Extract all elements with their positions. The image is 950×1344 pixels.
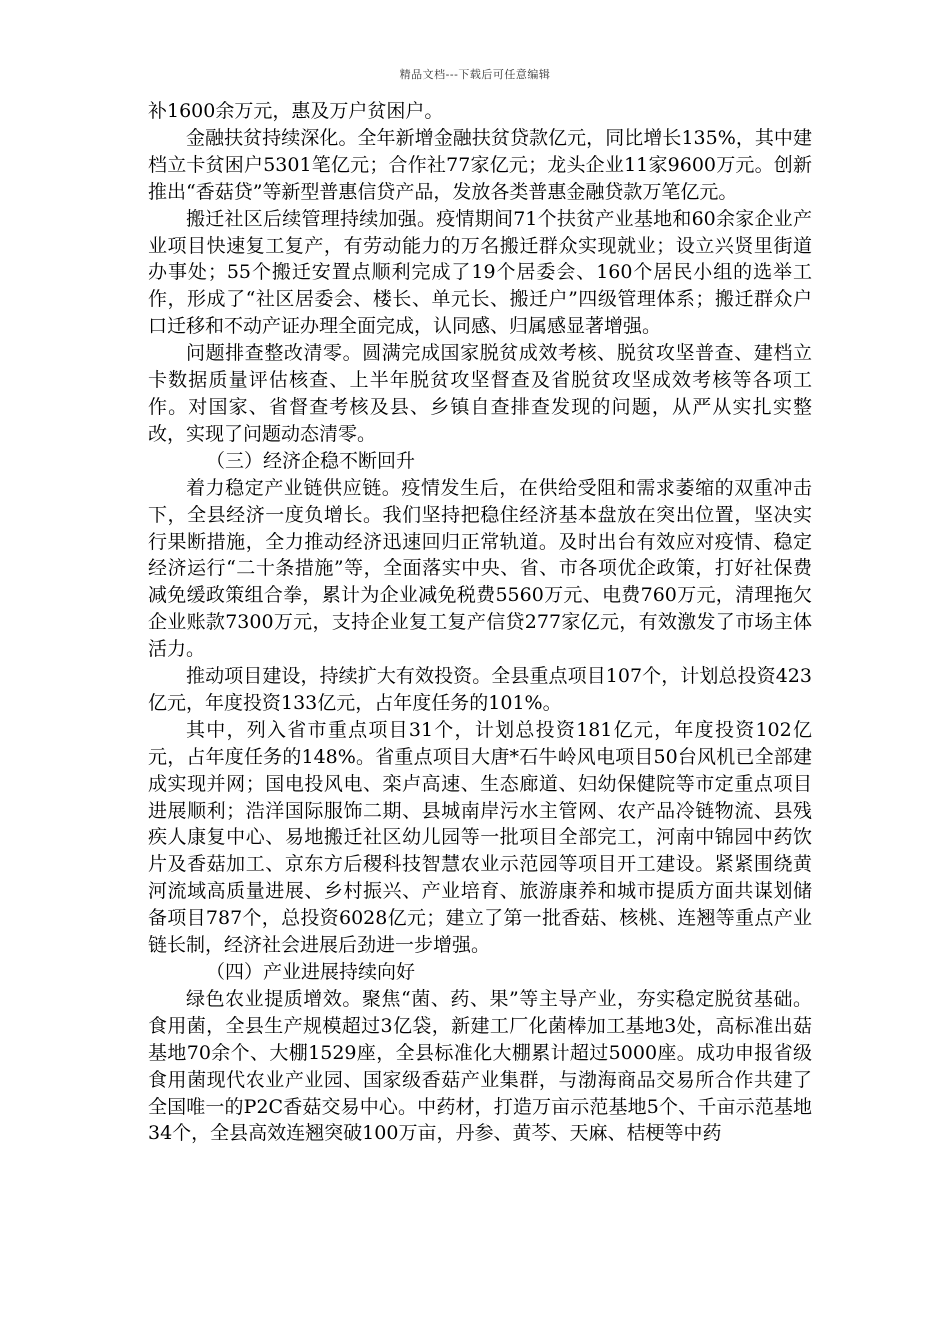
document-body [148,98,812,1147]
paragraph-supply-chain: 着力稳定产业链供应链。疫情发生后，在供给受阻和需求萎缩的双重冲击下，全县经济一度负增长。我们坚持把稳住经济基本盘放在突出位置，坚决实行果断措施，全力推动经济迅速回归正常轨道。及时出台有效应对疫情、稳定经济运行“二十条措施”等，全面落实中央、省、市各项优企政策，打好社保费减免缓政策组合拳，累计为企业减免税费5560万元、电费760万元，清理拖欠企业账款7300万元，支持企业复工复产信贷277家亿元，有效激发了市场主体活力。 [148,476,812,661]
paragraph-problem-rectification: 问题排查整改清零。圆满完成国家脱贫成效考核、脱贫攻坚普查、建档立卡数据质量评估核查、上半年脱贫攻坚督查及省脱贫攻坚成效考核等各项工作。对国家、省督查考核及县、乡镇自查排查发现的问题，从严从实扎实整改，实现了问题动态清零。 [148,342,812,445]
paragraph-green-agriculture: 绿色农业提质增效。聚焦“菌、药、果”等主导产业，夯实稳定脱贫基础。食用菌，全县生产规模超过3亿袋，新建工厂化菌棒加工基地3处，高标准出菇基地70余个、大棚1529座，全县标准化大棚累计超过5000座。成功申报省级食用菌现代农业产业园、国家级香菇产业集群，与渤海商品交易所合作共建了全国唯一的P2C香菇交易中心。中药材，打造万亩示范基地5个、千亩示范基地34个，全县高效连翘突破100万亩，丹参、黄芩、天麻、桔梗等中药 [148,987,812,1145]
section-heading-economy: （三）经济企稳不断回升 [206,449,416,472]
paragraph-project-construction: 推动项目建设，持续扩大有效投资。全县重点项目107个，计划总投资423亿元，年度投资133亿元，占年度任务的101%。 [148,665,812,714]
section-heading-industry: （四）产业进展持续向好 [206,961,416,983]
paragraph-relocation-community: 搬迁社区后续管理持续加强。疫情期间71个扶贫产业基地和60余家企业产业项目快速复工复产，有劳动能力的万名搬迁群众实现就业；设立兴贤里街道办事处；55个搬迁安置点顺利完成了19个居委会、160个居民小组的选举工作，形成了“社区居委会、楼长、单元长、搬迁户”四级管理体系；搬迁群众户口迁移和不动产证办理全面完成，认同感、归属感显著增强。 [148,207,812,338]
page-header: 精品文档---下载后可任意编辑 [399,68,551,81]
paragraph-continuation: 补1600余万元，惠及万户贫困户。 [148,100,444,122]
paragraph-financial-poverty-alleviation: 金融扶贫持续深化。全年新增金融扶贫贷款亿元，同比增长135%，其中建档立卡贫困户5301笔亿元；合作社77家亿元；龙头企业11家9600万元。创新推出“香菇贷”等新型普惠信贷产品，发放各类普惠金融贷款万笔亿元。 [148,126,812,203]
paragraph-key-projects: 其中，列入省市重点项目31个，计划总投资181亿元，年度投资102亿元，占年度任务的148%。省重点项目大唐*石牛岭风电项目50台风机已全部建成实现并网；国电投风电、栾卢高速、生态廊道、妇幼保健院等市定重点项目进展顺利；浩洋国际服饰二期、县城南岸污水主管网、农产品冷链物流、县残疾人康复中心、易地搬迁社区幼儿园等一批项目全部完工，河南中锦园中药饮片及香菇加工、京东方后稷科技智慧农业示范园等项目开工建设。紧紧围绕黄河流域高质量进展、乡村振兴、产业培育、旅游康养和城市提质方面共谋划储备项目787个，总投资6028亿元；建立了第一批香菇、核桃、连翘等重点产业链长制，经济社会进展后劲进一步增强。 [148,718,812,957]
